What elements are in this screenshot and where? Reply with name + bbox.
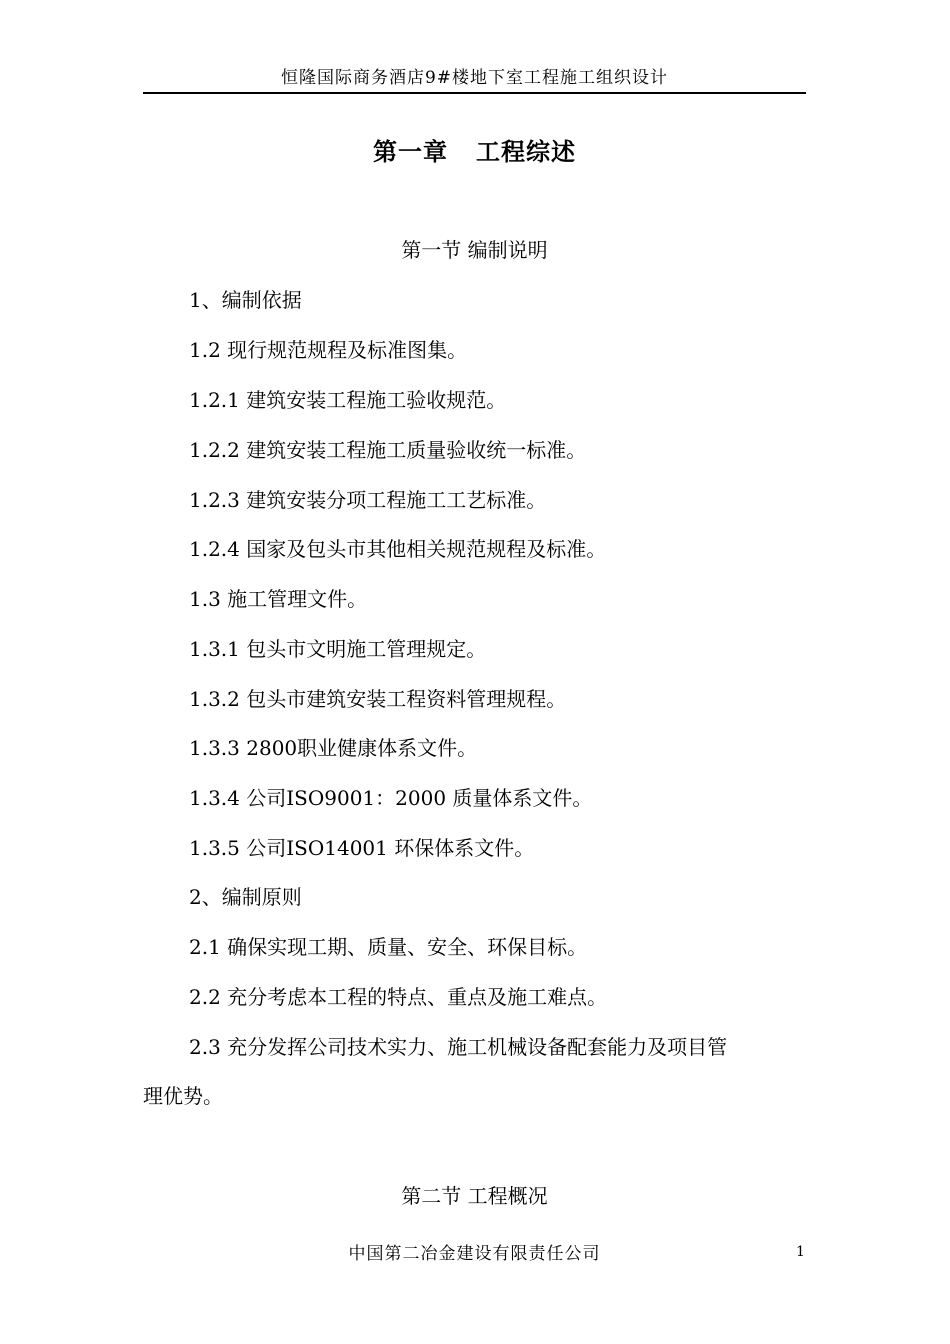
paragraph-line: 2.1 确保实现工期、质量、安全、环保目标。 (189, 935, 588, 959)
paragraph-line: 1.3.5 公司ISO14001 环保体系文件。 (189, 836, 535, 860)
paragraph-line: 1.2.1 建筑安装工程施工验收规范。 (189, 388, 507, 412)
paragraph-line: 1.3 施工管理文件。 (189, 587, 368, 611)
footer-company: 中国第二冶金建设有限责任公司 (348, 1244, 601, 1264)
chapter-title: 第一章 工程综述 (372, 138, 577, 166)
paragraph-line: 1.2.3 建筑安装分项工程施工工艺标准。 (189, 488, 547, 512)
paragraph-line: 1、编制依据 (189, 288, 302, 312)
paragraph-line: 1.2.2 建筑安装工程施工质量验收统一标准。 (189, 438, 587, 462)
page-header: 恒隆国际商务酒店9#楼地下室工程施工组织设计 (280, 68, 669, 88)
paragraph-line: 2、编制原则 (189, 885, 302, 909)
paragraph-line: 1.3.2 包头市建筑安装工程资料管理规程。 (189, 687, 567, 711)
section-title-1: 第一节 编制说明 (401, 238, 548, 262)
header-rule (143, 92, 806, 94)
paragraph-line: 1.2 现行规范规程及标准图集。 (189, 338, 468, 362)
paragraph-line: 2.2 充分考虑本工程的特点、重点及施工难点。 (189, 985, 608, 1009)
paragraph-line-wrapped-first: 2.3 充分发挥公司技术实力、施工机械设备配套能力及项目管 (189, 1035, 728, 1059)
paragraph-line: 1.2.4 国家及包头市其他相关规范规程及标准。 (189, 537, 607, 561)
page-number: 1 (796, 1244, 805, 1260)
paragraph-line-wrapped-second: 理优势。 (143, 1084, 223, 1108)
paragraph-line: 1.3.4 公司ISO9001：2000 质量体系文件。 (189, 786, 593, 810)
section-title-2: 第二节 工程概况 (401, 1184, 548, 1208)
paragraph-line: 1.3.3 2800职业健康体系文件。 (189, 736, 478, 760)
paragraph-line: 1.3.1 包头市文明施工管理规定。 (189, 637, 487, 661)
